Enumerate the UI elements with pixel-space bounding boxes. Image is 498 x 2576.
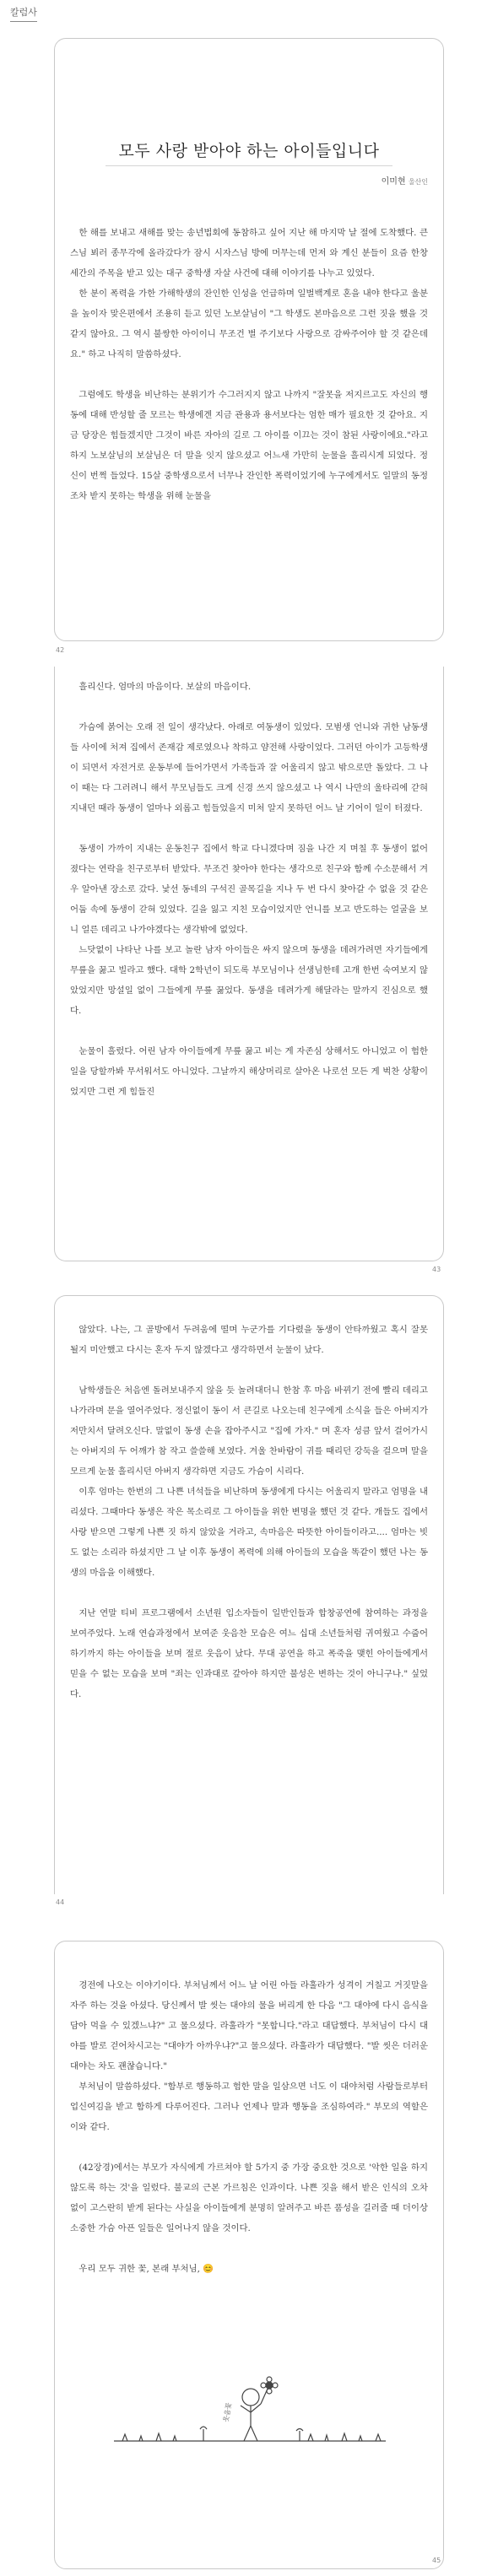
- paragraph: 가슴에 붉어는 오래 전 일이 생각났다. 아래로 여동생이 있었다. 모범생 언니와 귀한 남동생들 사이에 처져 집에서 존재감 제로였으나 착하고 얌전해 사랑이었다. 그러던 아이가 고등학생이 되면서 자전거로 운동부에 들어가면서 가족들과 잘 어울리지 않고 밖으로만 돌았다. 그 나이 때는 다 그러려니 해서 무모님들도 크게 신경 쓰지 않으셨고 나 역시 나만의 울타리에 갇혀 지내던 때라 동생이 얼마나 외롭고 힘들었을지 미처 알지 못하던 어느 날 기어이 일이 터졌다.: [70, 722, 428, 813]
- article-author: [382, 174, 428, 186]
- paragraph: 않았다. 나는, 그 골방에서 두려움에 떨며 누군가를 기다렸을 동생이 안타까웠고 혹시 잘못될지 미안했고 다시는 혼자 두지 않겠다고 생각하면서 눈물이 났다.: [70, 1325, 428, 1355]
- paragraph: 느닷없이 나타난 나를 보고 놀란 남자 아이들은 싸지 않으며 동생을 데려가려면 자기들에게 무릎을 꿇고 빌라고 했다. 대학 2학년이 되도록 부모님이나 선생님한테 고개 한번 숙여보지 않았었지만 망설일 없이 그들에게 무릎 꿇었다. 동생을 데려가게 해달라는 말까지 진심으로 했다.: [70, 945, 428, 1016]
- illustration-caption: 웃음꽃: [222, 2401, 233, 2423]
- paragraph: (42장경)에서는 부모가 자식에게 가르쳐야 할 5가지 중 가장 중요한 것으로 '악한 일을 하지 않도록 하는 것'을 일렀다. 불교의 근본 가르침은 인과이다. 나쁜 짓을 해서 받은 인식의 오차 없이 고스란히 받게 된다는 사실을 아이들에게 분명히 알려주고 바른 품성을 길러줄 때 더이상 소중한 가슴 아픈 일들은 일어나지 않을 것이다.: [70, 2163, 428, 2233]
- page-body: [70, 677, 428, 1102]
- paragraph: 동생이 가까이 지내는 운동친구 집에서 학교 다니겠다며 짐을 나간 지 며칠 후 동생이 없어졌다는 연락을 친구로부터 받았다. 무조건 찾아야 한다는 생각으로 친구와 함께 수소문해서 겨우 알아낸 장소로 갔다. 낯선 동네의 구석진 골목길을 지나 두 번 다시 찾아갈 수 없을 것 같은 어둡 속에 동생이 갇혀 있었다. 길을 잃고 지친 모습이었지만 언니를 보고 반도하는 얼굴을 보니 얼른 데리고 나가야겠다는 생각밖에 없었다.: [70, 844, 428, 935]
- paragraph: 흘리신다. 엄마의 마음이다. 보살의 마음이다.: [78, 682, 252, 692]
- illustration-svg: [55, 2372, 445, 2448]
- page-body: [70, 1975, 428, 2279]
- paragraph: 부처님이 말씀하셨다. "함부로 행동하고 험한 말을 일삼으면 너도 이 대야처럼 사람들로부터 업신여김을 받고 함하게 다루어진다. 그러나 언제나 말과 행동을 조심하여라." 부모의 역할은 이와 같다.: [70, 2082, 428, 2132]
- closing-line: 우리 모두 귀한 꽃, 본래 부처님, 😊: [78, 2264, 214, 2274]
- paragraph: 남학생들은 처음엔 돌려보내주지 않을 듯 놀려대더니 한참 후 마음 바뀌기 전에 빨리 데리고 나가라며 문을 열어주었다. 정신없이 동이 서 큰길로 나오는데 친구에게 소식을 들은 아버지가 저만치서 달려오신다. 말없이 동생 손을 잡아주시고 "집에 가자." 며 혼자 성큼 앞서 걸어가시는 아버지의 두 어깨가 참 작고 쓸쓸해 보였다. 겨울 찬바람이 귀를 때리던 강둑을 걸으며 말을 모르게 눈물 흘리시던 아버지 생각하면 지금도 가슴이 시리다.: [70, 1385, 428, 1477]
- page-44: [54, 1295, 444, 1894]
- paragraph: 지난 연말 티비 프로그램에서 소년원 입소자들이 일반인들과 합창공연에 참여하는 과정을 보여주었다. 노래 연습과정에서 보여준 웃음찬 모습은 여느 십대 소년들처럼 귀여웠고 수줍어하기까지 하는 아이들을 보며 절로 웃음이 났다. 무대 공연을 하고 폭죽을 맺힌 아이들에게서 믿을 수 없는 모습을 보며 "죄는 인과대로 갚아야 하지만 불성은 변하는 것이 아니구나." 싶었다.: [70, 1608, 428, 1699]
- title-divider: [106, 165, 392, 166]
- page-number: 45: [432, 2557, 441, 2564]
- paragraph: 경전에 나오는 이야기이다. 부처님께서 어느 날 어린 아들 라훌라가 성격이 거칠고 거짓말을 자주 하는 것을 아셨다. 당신께서 발 씻는 대야의 물을 버리게 한 다음 "그 대야에 다시 음식을 담아 먹을 수 있겠느냐?" 고 물으셨다. 라훌라가 "못합니다."라고 대답했다. 부처님이 다시 대야를 발로 걷어차시고는 "대야가 아까우냐?"고 물으셨다. 라훌라가 대답했다. "발 씻은 더러운 대야는 차도 괜찮습니다.": [70, 1980, 428, 2071]
- page-number: 43: [432, 1266, 441, 1273]
- paragraph: 이후 엄마는 한번의 그 나쁜 녀석들을 비난하며 동생에게 다시는 어울리지 말라고 엄명을 내리셨다. 그때마다 동생은 작은 목소리로 그 아이들을 위한 변명을 했던 것 같다. 개들도 집에서 사랑 받으면 그렇게 나쁜 짓 하지 않았을 거라고, 속마음은 따뜻한 아이들이라고.... 엄마는 빗도 없는 소리라 하셨지만 그 날 이후 동생이 폭력에 의해 아이들의 모습을 똑같이 했던 나는 동생의 마음을 이해했다.: [70, 1487, 428, 1578]
- paragraph: 그럼에도 학생을 비난하는 분위기가 수그러지지 않고 나까지 "잘못을 저지르고도 자신의 행동에 대해 반성할 줄 모르는 학생에겐 지금 관용과 용서보다는 엄한 매가 필요한 것 같아요. 지금 당장은 힘들겠지만 그것이 바른 자아의 길로 그 아이를 이끄는 것이 참된 사랑이에요."라고 하지 노보살님의 보살님은 더 말을 잇지 않으셨고 어느새 가만히 눈물을 흘리시게 되었다. 정신이 번쩍 들었다. 15살 중학생으로서 너무나 잔인한 폭력이었기에 누구에게서도 일말의 동정조차 받지 못하는 학생을 위해 눈물을: [70, 390, 428, 501]
- paragraph: 눈물이 흘렀다. 어린 남자 아이들에게 무릎 꿇고 비는 게 자존심 상해서도 아니었고 이 험한 일을 당할까봐 무서워서도 아니었다. 그날까지 해상머리로 살아온 나로선 모든 게 벅찬 상황이었지만 그런 게 힘들진: [70, 1046, 428, 1097]
- article-title: 모두 사랑 받아야 하는 아이들입니다: [118, 142, 380, 160]
- page-body: [70, 223, 428, 506]
- page-43: [54, 667, 444, 1261]
- section-tag: 칼럼사: [10, 5, 37, 22]
- child-with-flower-illustration: [55, 2372, 443, 2448]
- author-name: 이미현: [381, 177, 406, 186]
- page-number: 44: [56, 1898, 65, 1906]
- author-role: 울산인: [408, 178, 428, 186]
- paragraph: 한 분이 폭력을 가한 가해학생의 잔인한 인성을 언급하며 일벌백계로 혼을 내야 한다고 울분을 높이자 맞은편에서 조용히 듣고 있던 노보살님이 "그 학생도 본마음으로 그런 짓을 했을 것 같지 않아요. 그 역시 불쌍한 아이이니 무조건 벌 주기보다 사랑으로 감싸주어야 할 것 같은데요." 하고 나직히 말씀하셨다.: [70, 289, 428, 359]
- page-number: 42: [56, 646, 65, 654]
- paragraph: 한 해를 보내고 새해를 맞는 송년법회에 동참하고 싶어 지난 해 마지막 날 절에 도착했다. 큰스님 뵈러 종무각에 올라갔다가 잠시 시자스님 방에 머무는데 먼저 와 계신 분들이 요즘 한창 세간의 주목을 받고 있는 대구 중학생 자살 사건에 대해 이야기를 나누고 있었다.: [70, 228, 428, 278]
- page-42: [54, 38, 444, 641]
- page-body: [70, 1320, 428, 1704]
- page-45: [54, 1941, 444, 2569]
